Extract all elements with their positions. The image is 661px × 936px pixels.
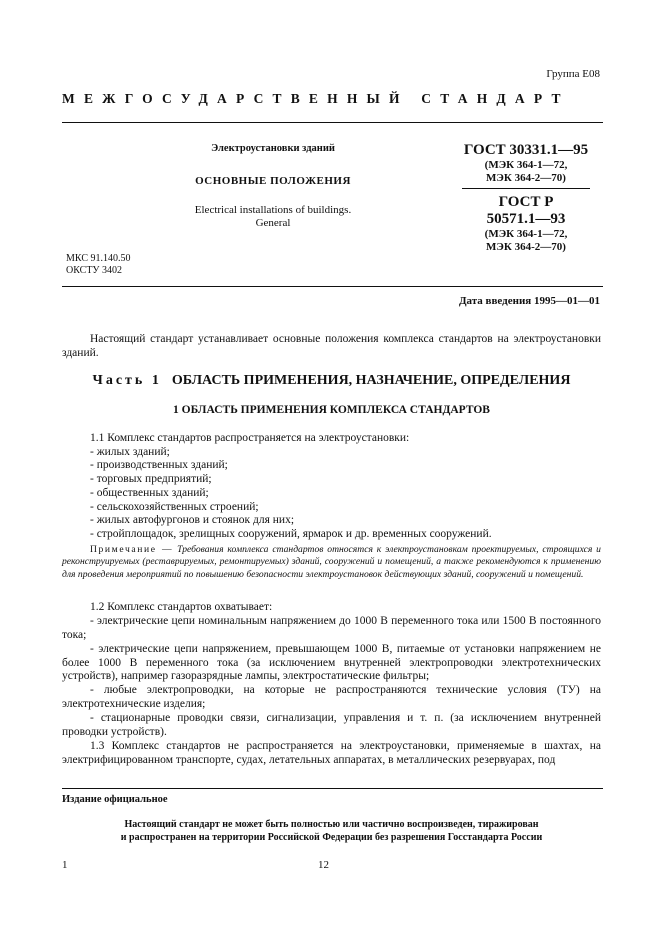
note-text: Требования комплекса стандартов относятся к электроустановкам проектируемых, строящихся и реконструируемых (реставрируемых, ремонтируемых) зданий, сооружений и помещений, а также рекомендуются к применению для проведения мероприятий по повышению безопасности электроустановок действующих зданий, сооружений и помещений.: [62, 544, 601, 580]
list-item: - сельскохозяйственных строений;: [90, 500, 259, 513]
list-item: - электрические цепи номинальным напряжением до 1000 В переменного тока или 1500 В постоянного тока;: [62, 615, 601, 641]
mks-code: МКС 91.140.50: [66, 253, 131, 264]
list-item: - стационарные проводки связи, сигнализации, управления и т. п. (за исключением внутренней проводки устройств).: [62, 712, 601, 738]
title-en-line2: General: [255, 217, 291, 229]
iec-ref-1-line2: МЭК 364-2—70): [486, 172, 566, 184]
intro-paragraph: Настоящий стандарт устанавливает основные положения комплекса стандартов на электроустановки зданий.: [62, 333, 601, 359]
list-item: - торговых предприятий;: [90, 473, 212, 486]
list-item: - стройплощадок, зрелищных сооружений, ярмарок и др. временных сооружений.: [90, 527, 492, 540]
section-heading: 1 ОБЛАСТЬ ПРИМЕНЕНИЯ КОМПЛЕКСА СТАНДАРТОВ: [173, 404, 490, 416]
list-item: - жилых автофургонов и стоянок для них;: [90, 514, 295, 527]
list-item: - производственных зданий;: [90, 459, 228, 472]
part-label: Часть 1: [92, 373, 162, 388]
copyright-line2: и распространен на территории Российской Федерации без разрешения Госстандарта России: [120, 832, 543, 843]
bottom-divider: [62, 788, 603, 789]
list-item: - электрические цепи напряжением, превышающем 1000 В, питаемые от установки напряжением не более 1000 В переменного тока (за исключением внутренней электропроводки электротехнических устройств), например газоразрядные лампы, электростатические фильтры;: [62, 643, 601, 683]
clause-1-1: 1.1 Комплекс стандартов распространяется на электроустановки:: [90, 432, 410, 444]
list-item: - общественных зданий;: [90, 486, 209, 499]
introduction-date: Дата введения 1995—01—01: [458, 295, 600, 307]
okstu-code: ОКСТУ 3402: [66, 265, 123, 276]
iec-ref-2-line2: МЭК 364-2—70): [486, 241, 566, 253]
group-code: Группа Е08: [546, 68, 600, 80]
classification-codes: [66, 253, 130, 277]
copyright-line1: Настоящий стандарт не может быть полностью или частично воспроизведен, тиражирован: [124, 819, 539, 830]
middle-divider: [62, 286, 603, 287]
official-edition: Издание официальное: [62, 794, 168, 805]
title-ru: Электроустановки зданий: [211, 143, 335, 154]
title-en: [160, 204, 386, 230]
title-block: [160, 143, 386, 230]
title-en-line1: Electrical installations of buildings.: [194, 204, 352, 216]
interstate-standard-heading: МЕЖГОСУДАРСТВЕННЫЙ СТАНДАРТ: [62, 91, 570, 106]
list-item: - любые электропроводки, на которые не распространяются технические условия (ТУ) на электротехнические изделия;: [62, 684, 601, 710]
gost-number-2-line1: ГОСТ Р: [498, 194, 554, 210]
gost-divider: [462, 188, 590, 189]
top-divider: [62, 122, 603, 123]
iec-ref-1-line1: (МЭК 364-1—72,: [484, 159, 568, 171]
page-number-left: 1: [62, 859, 68, 871]
gost-number-2-line2: 50571.1—93: [486, 211, 566, 227]
gost-designation-block: [462, 142, 590, 254]
clause-1-3: 1.3 Комплекс стандартов не распространяется на электроустановки, применяемые в шахтах, на электрифицированном транспорте, судах, летательных аппаратах, в металлических резервуарах, под: [62, 740, 601, 766]
note: [62, 544, 601, 581]
part-title: ОБЛАСТЬ ПРИМЕНЕНИЯ, НАЗНАЧЕНИЕ, ОПРЕДЕЛЕНИЯ: [171, 373, 571, 388]
copyright-notice: [62, 818, 601, 844]
clause-1-2: 1.2 Комплекс стандартов охватывает:: [90, 601, 273, 613]
gost-number-1: ГОСТ 30331.1—95: [463, 142, 589, 158]
scope-list-block: [90, 432, 600, 542]
list-item: - жилых зданий;: [90, 445, 170, 458]
page-number-center: 12: [318, 859, 329, 871]
note-label: Примечание —: [90, 544, 174, 555]
title-subtitle: ОСНОВНЫЕ ПОЛОЖЕНИЯ: [195, 175, 351, 187]
iec-ref-2-line1: (МЭК 364-1—72,: [484, 228, 568, 240]
part-heading: [62, 373, 601, 389]
